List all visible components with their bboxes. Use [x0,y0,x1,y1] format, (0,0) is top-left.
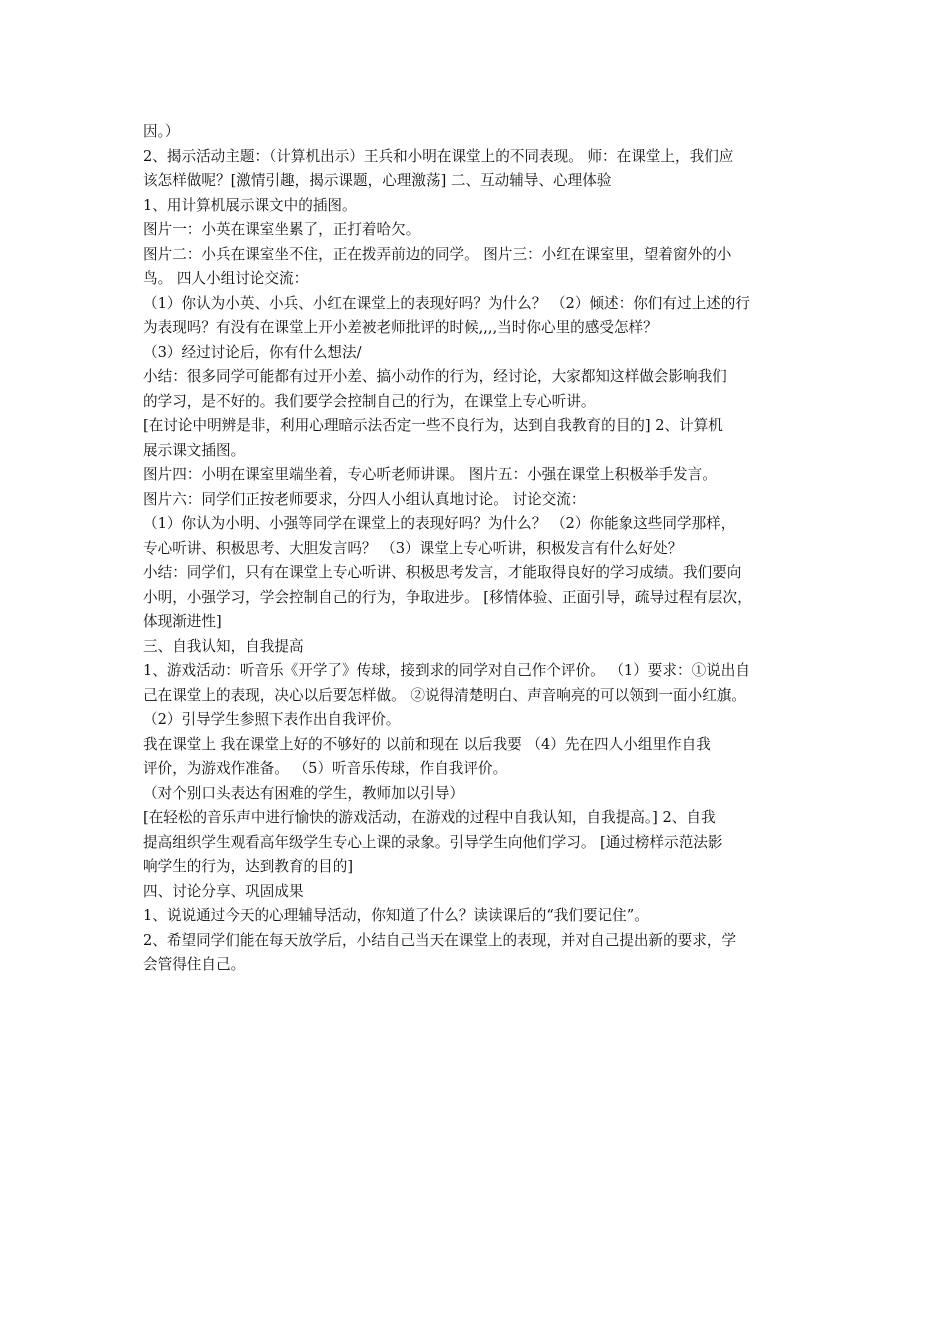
text-line: 图片一：小英在课室坐累了，正打着哈欠。 [143,221,421,238]
text-line: 图片六：同学们正按老师要求，分四人小组认真地讨论。 讨论交流： [143,490,586,508]
text-line: 提高组织学生观看高年级学生专心上课的录象。引导学生向他们学习。 [通过榜样示范法影 [143,833,723,851]
document-page [143,120,813,978]
text-line: 我在课堂上 我在课堂上好的不够好的 以前和现在 以后我要 （4）先在四人小组里作自我 [143,735,711,753]
text-line: 1、用计算机展示课文中的插图。 [143,196,357,214]
text-line: （1）你认为小明、小强等同学在课堂上的表现好吗？为什么？ （2）你能象这些同学那样， [143,515,736,532]
section-heading: 四、讨论分享、巩固成果 [143,882,304,900]
text-line: 己在课堂上的表现，决心以后要怎样做。 ②说得清楚明白、声音响亮的可以领到一面小红旗。 [143,686,746,704]
text-line: 为表现吗？有没有在课堂上开小差被老师批评的时候,,,,当时你心里的感受怎样？ [143,319,658,336]
text-line: 的学习，是不好的。我们要学会控制自己的行为，在课堂上专心听讲。 [143,392,596,410]
text-line: 展示课文插图。 [143,441,246,459]
text-line: 该怎样做呢？[激情引趣，揭示课题，心理激荡] 二、互动辅导、心理体验 [143,172,612,189]
text-line: 专心听讲、积极思考、大胆发言吗？ （3）课堂上专心听讲，积极发言有什么好处？ [143,539,683,557]
section-heading: 三、自我认知，自我提高 [143,637,304,655]
text-line: 因。） [143,123,180,140]
text-line: 评价，为游戏作准备。 （5）听音乐传球，作自我评价。 [143,760,508,777]
text-line: 2、揭示活动主题：（计算机出示）王兵和小明在课堂上的不同表现。 师：在课堂上，我们应 [143,147,734,165]
text-line: 1、说说通过今天的心理辅导活动，你知道了什么？读读课后的“我们要记住”。 [143,907,649,924]
text-line: （2）引导学生参照下表作出自我评价。 [143,711,401,728]
text-line: （对个别口头表达有困难的学生，教师加以引导） [143,784,465,802]
text-line: 体现渐进性] [143,613,222,630]
text-line: 鸟。 四人小组讨论交流： [143,270,309,287]
text-line: 1、游戏活动：听音乐《开学了》传球，接到求的同学对自己作个评价。 （1）要求：①说出自 [143,662,750,679]
text-line: 响学生的行为，达到教育的目的] [143,858,354,875]
text-line: （3）经过讨论后，你有什么想法/ [143,343,362,361]
text-line: [在讨论中明辨是非，利用心理暗示法否定一些不良行为，达到自我教育的目的] 2、计算机 [143,417,723,434]
text-line: 2、希望同学们能在每天放学后，小结自己当天在课堂上的表现，并对自己提出新的要求，学 [143,931,737,949]
text-line: 图片二：小兵在课室坐不住，正在拨弄前边的同学。 图片三：小红在课室里，望着窗外的小 [143,245,732,263]
text-line: 图片四：小明在课室里端坐着，专心听老师讲课。 图片五：小强在课堂上积极举手发言。 [143,466,717,483]
text-line: （1）你认为小英、小兵、小红在课堂上的表现好吗？为什么？ （2）倾述：你们有过上述的行 [143,294,750,312]
text-line: 小结：同学们，只有在课堂上专心听讲、积极思考发言，才能取得良好的学习成绩。我们要向 [143,564,742,581]
text-line: 会管得住自己。 [143,956,246,973]
text-line: 小结：很多同学可能都有过开小差、搞小动作的行为，经讨论，大家都知这样做会影响我们 [143,368,727,385]
text-line: [在轻松的音乐声中进行愉快的游戏活动，在游戏的过程中自我认知，自我提高。] 2、自我 [143,809,716,826]
text-line: 小明，小强学习，学会控制自己的行为，争取进步。 [移情体验、正面引导，疏导过程有层次， [143,588,752,606]
